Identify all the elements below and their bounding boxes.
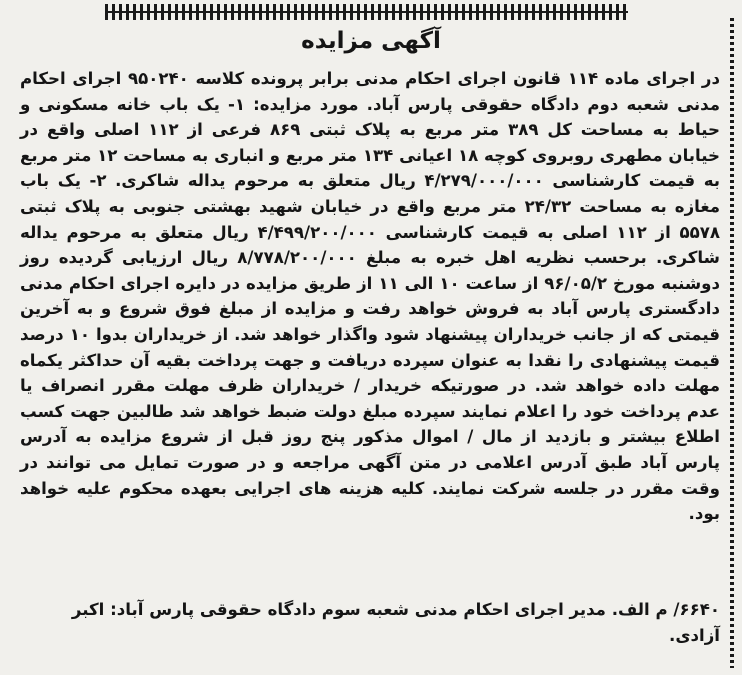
notice-body: در اجرای ماده ۱۱۴ قانون اجرای احکام مدنی برابر پرونده کلاسه ۹۵۰۲۴۰ اجرای احکام مدنی شعبه دوم دادگاه حقوقی پارس آباد. مورد مزایده: ۱- یک باب خانه مسکونی و حیاط به مساحت کل ۳۸۹ متر مربع به پلاک ثبتی ۸۶۹ فرعی از ۱۱۲ اصلی واقع در خیابان مطهری روبروی کوچه ۱۸ اعیانی ۱۳۴ متر مربع و انباری به مساحت ۱۲ متر مربع به قیمت کارشناسی ۴/۲۷۹/۰۰۰/۰۰۰ ریال متعلق به مرحوم یداله شاکری. ۲- یک باب مغازه به مساحت ۲۴/۳۲ متر مربع واقع در خیابان شهید بهشتی جنوبی به پلاک ثبتی ۵۵۷۸ از ۱۱۲ اصلی به قیمت کارشناسی ۴/۴۹۹/۲۰۰/۰۰۰ ریال متعلق به مرحوم یداله شاکری. برحسب نظریه اهل خبره به مبلغ ۸/۷۷۸/۲۰۰/۰۰۰ ریال ارزیابی گردیده روز دوشنبه مورخ ۹۶/۰۵/۲ از ساعت ۱۰ الی ۱۱ از طریق مزایده در دایره اجرای احکام مدنی دادگستری پارس آباد به فروش خواهد رفت و مزایده از مبلغ فوق شروع و به آخرین قیمتی که از جانب خریداران پیشنهاد شود واگذار خواهد شد. از خریداران بدوا ۱۰ درصد قیمت پیشنهادی را نقدا به عنوان سپرده دریافت و جهت پرداخت بقیه آن حداکثر یکماه مهلت داده خواهد شد. در صورتیکه خریدار / خریداران ظرف مهلت مقرر انصراف یا عدم پرداخت خود را اعلام نمایند سپرده مبلغ دولت ضبط خواهد شد طالبین جهت کسب اطلاع بیشتر و بازدید از مال / اموال مذکور پنج روز قبل از شروع مزایده به آدرس پارس آباد طبق آدرس اعلامی در متن آگهی مراجعه و در صورت تمایل می توانند در وقت مقرر در جلسه شرکت نمایند. کلیه هزینه های اجرایی بعهده محکوم علیه خواهد بود. bbox=[20, 69, 721, 524]
right-dotted-border bbox=[730, 18, 734, 668]
top-dotted-rule bbox=[105, 4, 628, 20]
notice-signature: ۶۶۴۰/ م الف. مدیر اجرای احکام مدنی شعبه سوم دادگاه حقوقی پارس آباد: اکبر آزادی. bbox=[71, 600, 720, 645]
notice-title: آگهی مزایده bbox=[301, 28, 441, 54]
